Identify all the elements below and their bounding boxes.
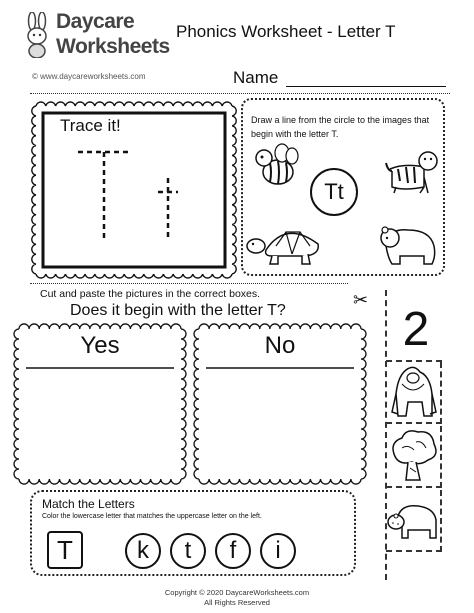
page-number: 2 bbox=[402, 303, 430, 356]
bunny-logo-icon bbox=[22, 12, 52, 58]
gorilla-icon bbox=[386, 362, 440, 420]
header-divider bbox=[30, 93, 450, 94]
tiger-icon[interactable] bbox=[384, 147, 440, 195]
turtle-icon[interactable] bbox=[246, 218, 332, 268]
name-line[interactable] bbox=[286, 86, 446, 87]
hippo-icon bbox=[386, 490, 440, 548]
logo-text-worksheets: Worksheets bbox=[56, 35, 170, 58]
cut-instructions: Cut and paste the pictures in the correct boxes. bbox=[40, 288, 261, 300]
draw-instructions: Draw a line from the circle to the images that begin with the letter T. bbox=[251, 115, 430, 139]
match-title: Match the Letters bbox=[42, 497, 135, 511]
bee-icon[interactable] bbox=[252, 140, 302, 192]
scissors-icon: ✂ bbox=[353, 290, 369, 311]
section-divider bbox=[30, 283, 348, 284]
cut-card-hippo[interactable] bbox=[386, 490, 442, 552]
choice-k[interactable]: k bbox=[125, 533, 161, 569]
logo-url: © www.daycareworksheets.com bbox=[32, 72, 146, 81]
page-title: Phonics Worksheet - Letter T bbox=[176, 22, 396, 41]
rights: All Rights Reserved bbox=[204, 598, 270, 607]
name-label: Name bbox=[233, 68, 279, 87]
choice-i[interactable]: i bbox=[260, 533, 296, 569]
no-drop-zone[interactable] bbox=[208, 370, 352, 478]
tree-icon bbox=[386, 426, 440, 484]
copyright: Copyright © 2020 DaycareWorksheets.com bbox=[164, 588, 310, 597]
yes-drop-zone[interactable] bbox=[28, 370, 172, 478]
yes-header: Yes bbox=[80, 332, 120, 359]
cut-card-gorilla[interactable] bbox=[386, 362, 442, 424]
trace-label: Trace it! bbox=[60, 116, 121, 135]
bear-icon[interactable] bbox=[378, 220, 440, 268]
cut-card-tree[interactable] bbox=[386, 426, 442, 488]
letter-circle[interactable]: Tt bbox=[310, 168, 358, 216]
no-header: No bbox=[264, 332, 296, 359]
match-instructions: Color the lowercase letter that matches the uppercase letter on the left. bbox=[42, 513, 262, 520]
choice-f[interactable]: f bbox=[215, 533, 251, 569]
sort-question: Does it begin with the letter T? bbox=[70, 302, 286, 319]
uppercase-letter: T bbox=[47, 531, 83, 569]
logo-text-daycare: Daycare bbox=[56, 10, 135, 33]
choice-t[interactable]: t bbox=[170, 533, 206, 569]
